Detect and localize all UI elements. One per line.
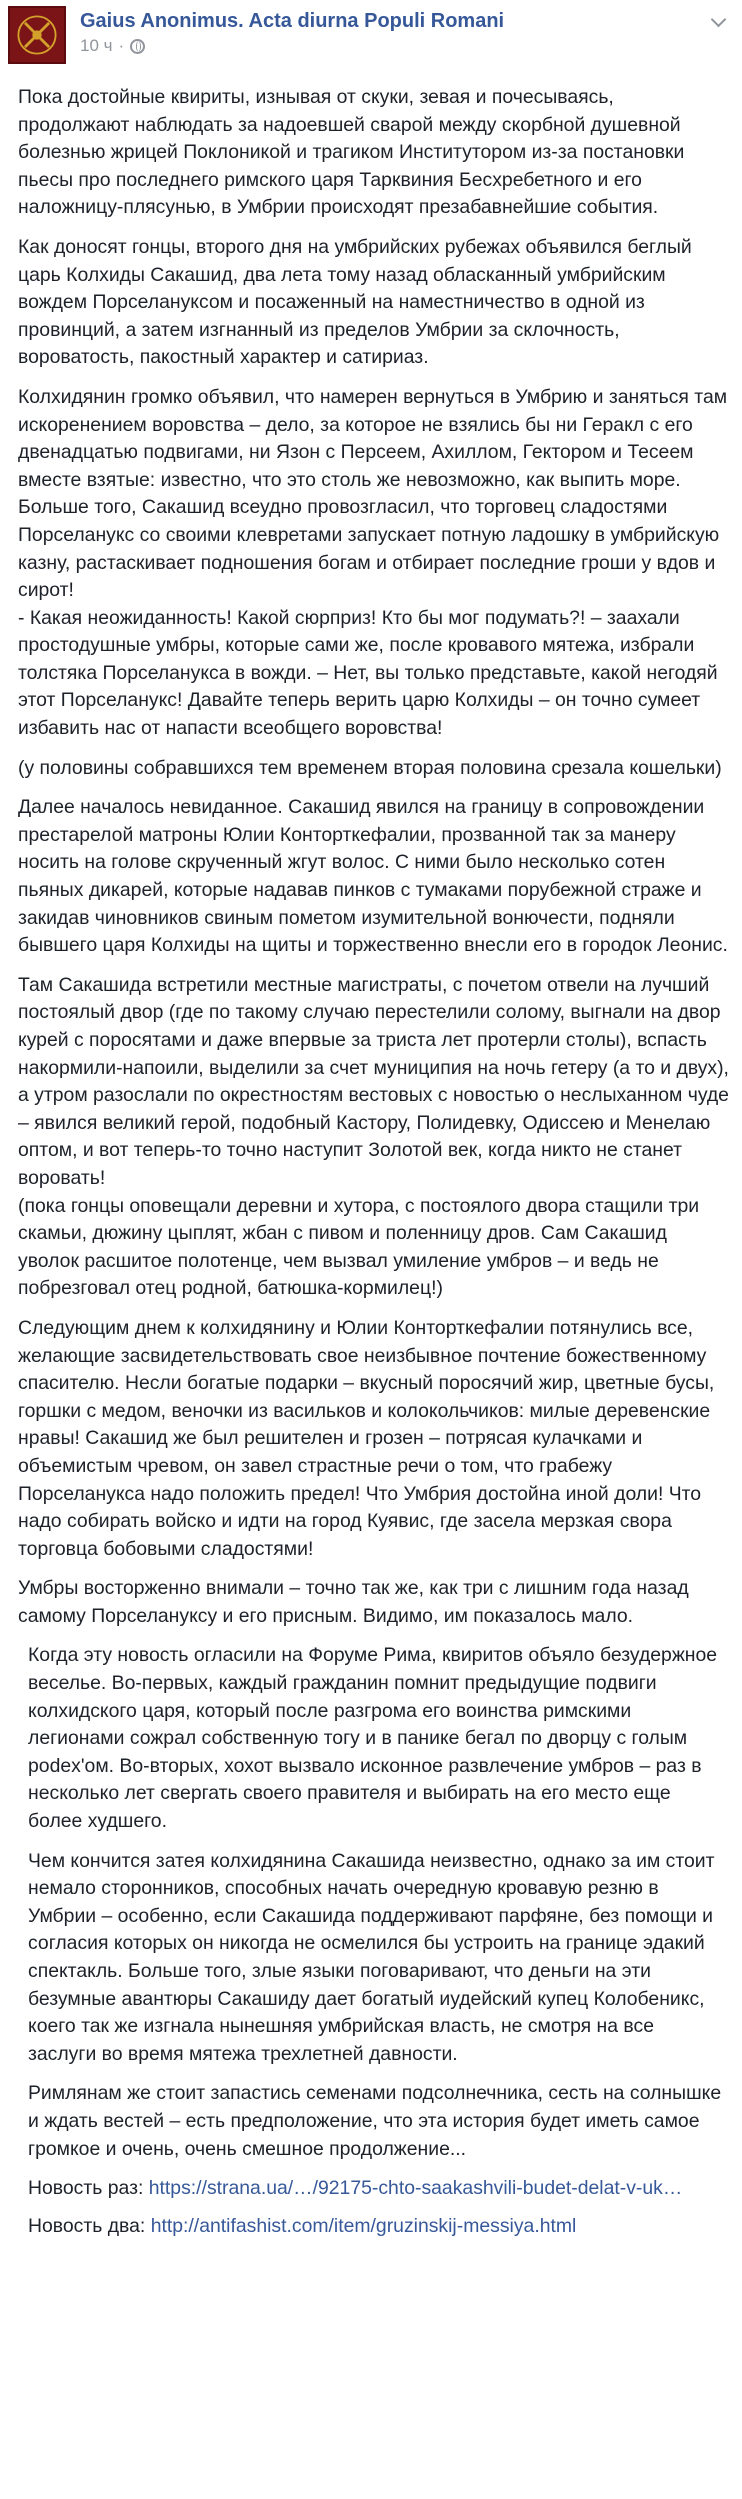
post-paragraph: Там Сакашида встретили местные магистраты, с почетом отвели на лучший постоялый двор (где по такому случаю перестелили солому, выгнали на двор курей с поросятами и даже впервые за триста лет протерли столы), вспасть накормили-напоили, выделили за счет муниципия на ночь гетеру (а то и двух), а утром разослали по окрестностям вестовых с новостью о неслыханном чуде – явился великий герой, подобный Кастору, Полидевку, Одиссею и Менелаю оптом, и вот теперь-то точно наступит Золотой век, когда никто не станет воровать! [18,973,729,1189]
crossed-swords-logo-icon [10,8,64,62]
news-link-row-1 [28,2175,730,2203]
post-header [8,6,734,66]
globe-icon [130,39,145,54]
news-link-1[interactable]: https://strana.ua/…/92175-chto-saakashvili-budet-delat-v-uk… [148,2177,683,2200]
news-link-2[interactable]: http://antifashist.com/item/gruzinskij-messiya.html [150,2214,577,2237]
post-timestamp[interactable]: 10 ч [80,36,113,55]
post-paragraph: Когда эту новость огласили на Форуме Рима, квиритов объяло безудержное веселье. Во-первых, каждый гражданин помнит предыдущие подвиги колхидского царя, который после разгрома его воинства римскими легионами сожрал собственную тогу и в панике бегал по дворцу с голым podex'ом. Во-вторых, хохот вызвало исконное развлечение умбров – раз в несколько лет свергать своего правителя и выбирать на его место еще более худшего. [28,1644,718,1833]
news-link-row-2 [28,2213,730,2241]
post-paragraph: Колхидянин громко объявил, что намерен вернуться в Умбрию и заняться там искоренением воровства – дело, за которое не взялись бы ни Геракл с его двенадцатью подвигами, ни Язон с Персеем, Ахиллом, Гектором и Тесеем вместе взятые: известно, что это столь же невозможно, как выпить море. Больше того, Сакашид всеудно провозгласил, что торговец сладостями Порселанукс со своими клевретами запускает потную ладошку в умбрийскую казну, растаскивает подношения богам и отбирает последние гроши у вдов и сирот! [18,385,728,602]
page-name-link[interactable]: Gaius Anonimus. Acta diurna Populi Romani [80,10,505,32]
page-avatar[interactable] [8,6,66,64]
news-link-label: Новость два: [28,2214,151,2237]
post-paragraph: - Какая неожиданность! Какой сюрприз! Кто бы мог подумать?! – заахали простодушные умбры, которые сами же, после кровавого мятежа, избрали толстяка Порселанукса в вожди. – Нет, вы только представьте, какой негодяй этот Порселанукс! Давайте теперь верить царю Колхиды – он точно сумеет избавить нас от напасти всеобщего воровства! [18,606,718,740]
post-paragraph: Умбры восторженно внимали – точно так же, как три с лишним года назад самому Порселануксу и его присным. Видимо, им показалось мало. [18,1577,689,1627]
post-body [18,84,730,2250]
post-paragraph: (пока гонцы оповещали деревни и хутора, с постоялого двора стащили три скамьи, дюжину цыплят, жбан с пивом и поленницу дров. Сам Сакашид уволок расшитое полотенце, чем вызвал умиление умбров – и ведь не побрезговал отец родной, батюшка-кормилец!) [18,1194,700,1300]
separator-dot: · [118,36,125,55]
post-paragraph: Пока достойные квириты, изнывая от скуки, зевая и почесываясь, продолжают наблюдать за надоевшей сварой между скорбной душевной болезнью жрицей Поклоникой и трагиком Институтором из-за постановки пьесы про последнего римского царя Тарквиния Бесхребетного и его наложницу-плясунью, в Умбрии происходят презабавнейшие события. [18,86,685,219]
post-paragraph: Римлянам же стоит запастись семенами подсолнечника, сесть на солнышке и ждать вестей – есть предположение, что эта история будет иметь самое громкое и очень, очень смешное продолжение... [28,2082,722,2160]
post-paragraph: (у половины собравшихся тем временем вторая половина срезала кошельки) [18,756,722,779]
post-paragraph: Чем кончится затея колхидянина Сакашида неизвестно, однако за им стоит немало сторонников, способных начать очередную кровавую резню в Умбрии – особенно, если Сакашида поддерживают парфяне, без помощи и согласия которых он никогда не осмелился бы устроить на границе эдакий спектакль. Больше того, злые языки поговаривают, что деньги на эти безумные авантюры Сакашиду дает богатый иудейский купец Колобеникс, коего так же изгнала нынешняя умбрийская власть, не смотря на все заслуги во время мятежа трехлетней давности. [28,1849,715,2065]
chevron-down-icon[interactable] [710,12,730,24]
post-paragraph: Как доносят гонцы, второго дня на умбрийских рубежах объявился беглый царь Колхиды Сакашид, два лета тому назад обласканный умбрийским вождем Порселануксом и посаженный на наместничество в одной из провинций, а затем изгнанный из пределов Умбрии за склочность, вороватость, пакостный характер и сатириаз. [18,235,692,369]
news-link-label: Новость раз: [28,2177,149,2200]
post-paragraph: Следующим днем к колхидянину и Юлии Конторткефалии потянулись все, желающие засвидетельствовать свое неизбывное почтение божественному спасителю. Несли богатые подарки – вкусный поросячий жир, цветные бусы, горшки с медом, веночки из васильков и колокольчиков: милые деревенские нравы! Сакашид же был решителен и грозен – потрясая кулачками и объемистым чревом, он завел страстные речи о том, что грабежу Порселанукса надо положить предел! Что Умбрия достойна иной доли! Что надо собирать войско и идти на город Куявис, где засела мерзкая свора торговца бобовыми сладостями! [18,1316,715,1560]
post-paragraph: Далее началось невиданное. Сакашид явился на границу в сопровождении престарелой матроны Юлии Конторткефалии, прозванной так за манеру носить на голове скрученный жгут волос. С ними было несколько сотен пьяных дикарей, которые надавав пинков с тумаками порубежной страже и закидав чиновников свиным пометом изумительной вонючести, подняли бывшего царя Колхиды на щиты и торжественно внесли его в городок Леонис. [18,796,728,957]
